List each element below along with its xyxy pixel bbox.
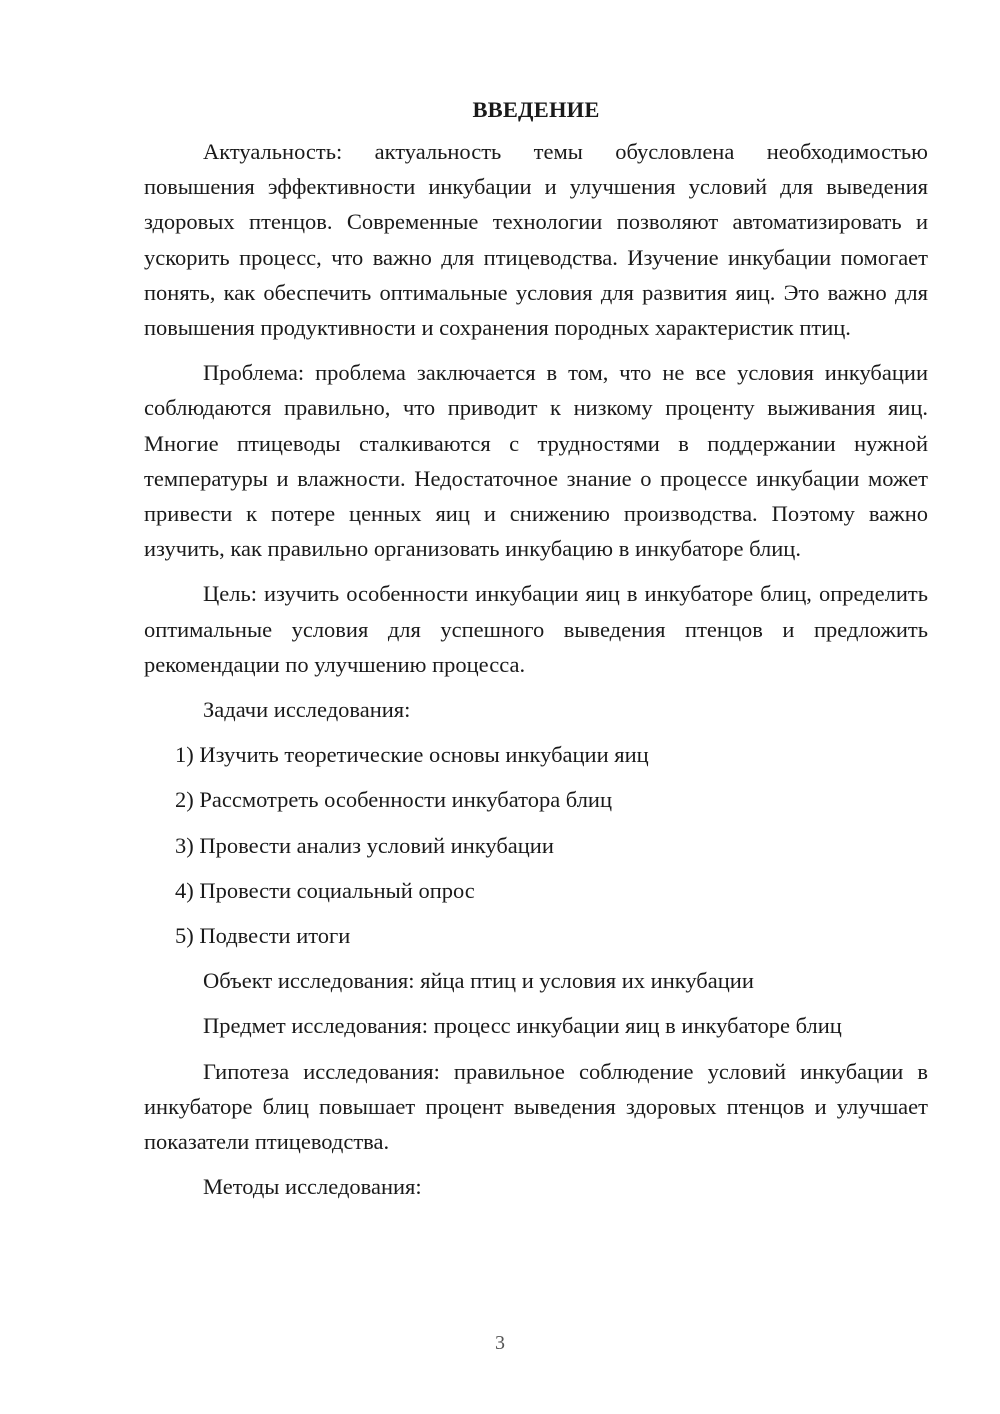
tasks-heading: Задачи исследования: (203, 697, 411, 723)
task-item: 2) Рассмотреть особенности инкубатора блиц (175, 787, 613, 813)
task-item: 3) Провести анализ условий инкубации (175, 832, 554, 858)
methods-heading: Методы исследования: (203, 1174, 422, 1200)
problem-paragraph: Проблема: проблема заключается в том, что не все условия инкубации соблюдаются правильно, что приводит к низкому проценту выживания яиц. Многие птицеводы сталкиваются с трудностями в поддержании нужной температуры и влажности. Недостаточное знание о процессе инкубации может привести к потере ценных яиц и снижению производства. Поэтому важно изучить, как правильно организовать инкубацию в инкубаторе блиц. (144, 360, 928, 562)
page-title: ВВЕДЕНИЕ (472, 97, 600, 122)
task-item: 1) Изучить теоретические основы инкубации яиц (175, 742, 649, 768)
document-page (144, 92, 928, 1214)
object-paragraph: Объект исследования: яйца птиц и условия их инкубации (203, 968, 754, 994)
subject-paragraph: Предмет исследования: процесс инкубации яиц в инкубаторе блиц (203, 1013, 842, 1039)
relevance-paragraph: Актуальность: актуальность темы обусловлена необходимостью повышения эффективности инкубации и улучшения условий для выведения здоровых птенцов. Современные технологии позволяют автоматизировать и ускорить процесс, что важно для птицеводства. Изучение инкубации помогает понять, как обеспечить оптимальные условия для развития яиц. Это важно для повышения продуктивности и сохранения породных характеристик птиц. (144, 139, 928, 341)
task-item: 5) Подвести итоги (175, 923, 351, 949)
page-number: 3 (495, 1332, 505, 1354)
tasks-list (144, 737, 928, 953)
task-item: 4) Провести социальный опрос (175, 877, 475, 903)
goal-paragraph: Цель: изучить особенности инкубации яиц в инкубаторе блиц, определить оптимальные условия для успешного выведения птенцов и предложить рекомендации по улучшению процесса. (144, 581, 928, 677)
hypothesis-paragraph: Гипотеза исследования: правильное соблюдение условий инкубации в инкубаторе блиц повышает процент выведения здоровых птенцов и улучшает показатели птицеводства. (144, 1058, 928, 1155)
